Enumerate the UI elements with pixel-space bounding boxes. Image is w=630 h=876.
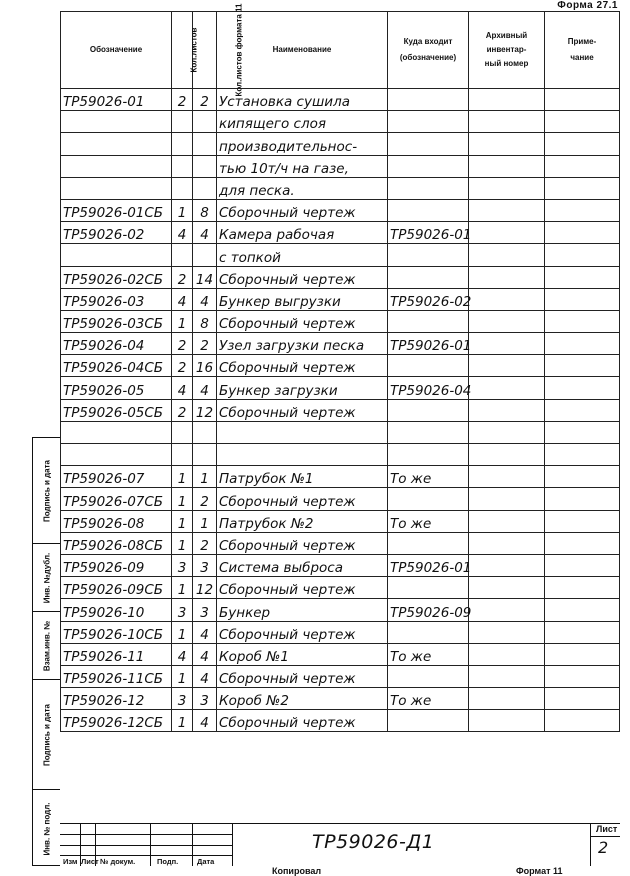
cell-archive — [469, 444, 545, 466]
cell-archive — [469, 643, 545, 665]
cell-sheet-count — [172, 133, 193, 155]
table-row — [61, 155, 545, 177]
cell-note — [545, 554, 620, 576]
cell-sheet-format — [193, 244, 217, 266]
cell-sheet-count: 1 — [172, 621, 193, 643]
cell-sheet-format: 16 — [193, 355, 217, 377]
cell-name: Короб №2 — [217, 688, 388, 710]
side-label: Подпись и дата — [42, 459, 51, 522]
cell-note — [545, 466, 620, 488]
cell-note — [545, 111, 620, 133]
cell-designation — [61, 155, 172, 177]
sheet-label: Лист — [596, 824, 618, 834]
cell-sheet-count: 3 — [172, 554, 193, 576]
document-code: ТР59026-Д1 — [312, 831, 435, 853]
cell-sheet-count: 1 — [172, 510, 193, 532]
table-row — [61, 244, 545, 266]
side-cell-replace-inv — [33, 611, 60, 679]
cell-where-used — [388, 111, 469, 133]
table-header-row — [61, 12, 545, 89]
table-row — [61, 288, 545, 310]
cell-where-used — [388, 177, 469, 199]
cell-designation: ТР59026-02 — [61, 222, 172, 244]
cell-sheet-count — [172, 244, 193, 266]
copied-label: Копировал — [272, 866, 322, 876]
side-stamp-column — [32, 437, 60, 866]
cell-designation: ТР59026-02СБ — [61, 266, 172, 288]
cell-designation: ТР59026-01 — [61, 89, 172, 111]
table-row — [61, 599, 545, 621]
cell-where-used — [388, 310, 469, 332]
cell-sheet-format: 2 — [193, 488, 217, 510]
table-row — [61, 554, 545, 576]
table-row — [61, 133, 545, 155]
cell-sheet-format: 4 — [193, 710, 217, 732]
table-row — [61, 444, 545, 466]
tb-col-sign: Подп. — [157, 857, 179, 866]
cell-note — [545, 510, 620, 532]
cell-note — [545, 688, 620, 710]
cell-sheet-format — [193, 421, 217, 443]
cell-sheet-count: 2 — [172, 399, 193, 421]
side-cell-sign-date-bottom — [33, 679, 60, 789]
cell-sheet-count: 4 — [172, 643, 193, 665]
cell-sheet-format: 3 — [193, 599, 217, 621]
cell-name: Сборочный чертеж — [217, 310, 388, 332]
cell-sheet-count: 2 — [172, 355, 193, 377]
table-row — [61, 266, 545, 288]
form-label: Форма 27.1 — [557, 0, 618, 11]
cell-archive — [469, 355, 545, 377]
cell-archive — [469, 421, 545, 443]
cell-designation: ТР59026-03 — [61, 288, 172, 310]
cell-note — [545, 89, 620, 111]
table-row — [61, 577, 545, 599]
cell-name: Патрубок №1 — [217, 466, 388, 488]
cell-note — [545, 399, 620, 421]
cell-note — [545, 643, 620, 665]
tb-col-date: Дата — [197, 857, 215, 866]
cell-archive — [469, 710, 545, 732]
cell-sheet-format: 4 — [193, 665, 217, 687]
cell-archive — [469, 288, 545, 310]
cell-note — [545, 377, 620, 399]
cell-where-used — [388, 155, 469, 177]
cell-note — [545, 155, 620, 177]
cell-archive — [469, 510, 545, 532]
sheet-number: 2 — [598, 838, 609, 857]
cell-note — [545, 444, 620, 466]
cell-designation: ТР59026-04 — [61, 333, 172, 355]
cell-designation: ТР59026-12СБ — [61, 710, 172, 732]
cell-sheet-format: 4 — [193, 222, 217, 244]
table-row — [61, 377, 545, 399]
cell-sheet-count — [172, 421, 193, 443]
cell-note — [545, 288, 620, 310]
cell-archive — [469, 310, 545, 332]
cell-name: Установка сушила — [217, 89, 388, 111]
cell-name: Камера рабочая — [217, 222, 388, 244]
side-label: Инв. №дубл. — [42, 552, 51, 603]
cell-sheet-count: 4 — [172, 377, 193, 399]
cell-designation: ТР59026-05 — [61, 377, 172, 399]
cell-name: Сборочный чертеж — [217, 710, 388, 732]
cell-name: Короб №1 — [217, 643, 388, 665]
table-row — [61, 621, 545, 643]
cell-name — [217, 444, 388, 466]
cell-sheet-format: 3 — [193, 554, 217, 576]
cell-name: Узел загрузки песка — [217, 333, 388, 355]
cell-note — [545, 621, 620, 643]
cell-designation — [61, 444, 172, 466]
cell-sheet-format — [193, 155, 217, 177]
notes-column — [544, 11, 620, 732]
cell-where-used — [388, 399, 469, 421]
cell-where-used — [388, 199, 469, 221]
table-row — [61, 421, 545, 443]
cell-archive — [469, 89, 545, 111]
table-row — [61, 688, 545, 710]
cell-where-used — [388, 244, 469, 266]
cell-where-used: ТР59026-09 — [388, 599, 469, 621]
cell-sheet-count: 2 — [172, 333, 193, 355]
cell-designation: ТР59026-04СБ — [61, 355, 172, 377]
cell-note — [545, 266, 620, 288]
cell-where-used: То же — [388, 688, 469, 710]
cell-sheet-count: 1 — [172, 310, 193, 332]
cell-archive — [469, 133, 545, 155]
cell-sheet-format: 12 — [193, 399, 217, 421]
tb-col-doc: № докум. — [100, 857, 136, 866]
cell-sheet-count: 2 — [172, 89, 193, 111]
header-note: Приме- чание — [545, 12, 620, 89]
cell-sheet-count: 4 — [172, 288, 193, 310]
cell-sheet-format: 3 — [193, 688, 217, 710]
cell-designation — [61, 177, 172, 199]
cell-name: Сборочный чертеж — [217, 266, 388, 288]
table-row — [61, 89, 545, 111]
cell-sheet-count: 1 — [172, 488, 193, 510]
table-row — [61, 488, 545, 510]
cell-designation: ТР59026-03СБ — [61, 310, 172, 332]
header-where-used: Куда входит (обозначение) — [388, 12, 469, 89]
cell-sheet-format: 4 — [193, 288, 217, 310]
tb-col-sheet: Лист — [81, 857, 99, 866]
cell-name: Сборочный чертеж — [217, 199, 388, 221]
tb-col-change: Изм — [63, 857, 78, 866]
cell-name: Сборочный чертеж — [217, 399, 388, 421]
cell-name: для песка. — [217, 177, 388, 199]
cell-archive — [469, 177, 545, 199]
table-row — [61, 643, 545, 665]
cell-where-used: То же — [388, 510, 469, 532]
cell-sheet-count: 3 — [172, 688, 193, 710]
cell-archive — [469, 532, 545, 554]
side-cell-sign-date-top — [33, 438, 60, 543]
cell-sheet-count: 4 — [172, 222, 193, 244]
cell-where-used — [388, 266, 469, 288]
cell-name: Система выброса — [217, 554, 388, 576]
table-row — [61, 199, 545, 221]
cell-designation — [61, 133, 172, 155]
cell-name: Сборочный чертеж — [217, 532, 388, 554]
cell-archive — [469, 466, 545, 488]
cell-sheet-format: 2 — [193, 333, 217, 355]
cell-archive — [469, 688, 545, 710]
table-row — [61, 333, 545, 355]
cell-note — [545, 244, 620, 266]
cell-name — [217, 421, 388, 443]
cell-designation: ТР59026-11 — [61, 643, 172, 665]
side-label: Взам.инв. № — [42, 620, 51, 671]
cell-name: Бункер — [217, 599, 388, 621]
cell-where-used — [388, 355, 469, 377]
cell-name: Сборочный чертеж — [217, 355, 388, 377]
cell-sheet-count: 1 — [172, 710, 193, 732]
cell-sheet-format: 4 — [193, 643, 217, 665]
cell-sheet-count: 1 — [172, 665, 193, 687]
cell-sheet-count — [172, 111, 193, 133]
cell-sheet-count: 2 — [172, 266, 193, 288]
table-row — [61, 177, 545, 199]
cell-designation — [61, 421, 172, 443]
cell-where-used: ТР59026-01 — [388, 222, 469, 244]
cell-archive — [469, 399, 545, 421]
cell-designation: ТР59026-10СБ — [61, 621, 172, 643]
cell-where-used — [388, 665, 469, 687]
cell-name: Бункер выгрузки — [217, 288, 388, 310]
header-name: Наименование — [217, 12, 388, 89]
cell-designation: ТР59026-09 — [61, 554, 172, 576]
cell-name: Сборочный чертеж — [217, 665, 388, 687]
cell-archive — [469, 111, 545, 133]
cell-designation: ТР59026-05СБ — [61, 399, 172, 421]
table-row — [61, 532, 545, 554]
cell-sheet-format: 8 — [193, 199, 217, 221]
cell-sheet-format — [193, 444, 217, 466]
cell-name: тью 10т/ч на газе, — [217, 155, 388, 177]
cell-archive — [469, 266, 545, 288]
cell-sheet-format: 1 — [193, 466, 217, 488]
table-row — [61, 222, 545, 244]
side-cell-inv-orig — [33, 789, 60, 867]
cell-archive — [469, 554, 545, 576]
cell-archive — [469, 665, 545, 687]
cell-sheet-count: 3 — [172, 599, 193, 621]
table-row — [61, 466, 545, 488]
cell-sheet-format: 2 — [193, 89, 217, 111]
header-archive-number: Архивный инвентар- ный номер — [469, 12, 545, 89]
cell-archive — [469, 333, 545, 355]
cell-archive — [469, 488, 545, 510]
cell-designation: ТР59026-12 — [61, 688, 172, 710]
cell-where-used — [388, 89, 469, 111]
cell-sheet-format: 4 — [193, 621, 217, 643]
table-row — [61, 310, 545, 332]
cell-where-used: ТР59026-04 — [388, 377, 469, 399]
cell-sheet-format: 2 — [193, 532, 217, 554]
cell-where-used — [388, 532, 469, 554]
cell-name: Сборочный чертеж — [217, 621, 388, 643]
cell-where-used: То же — [388, 466, 469, 488]
cell-note — [545, 310, 620, 332]
cell-sheet-count — [172, 155, 193, 177]
table-row — [61, 355, 545, 377]
cell-where-used: То же — [388, 643, 469, 665]
cell-name: Сборочный чертеж — [217, 488, 388, 510]
cell-designation: ТР59026-07 — [61, 466, 172, 488]
cell-archive — [469, 244, 545, 266]
cell-sheet-format — [193, 133, 217, 155]
cell-sheet-format: 8 — [193, 310, 217, 332]
cell-sheet-format — [193, 111, 217, 133]
cell-sheet-count: 1 — [172, 577, 193, 599]
cell-note — [545, 599, 620, 621]
cell-archive — [469, 377, 545, 399]
cell-sheet-count: 1 — [172, 466, 193, 488]
cell-designation: ТР59026-08СБ — [61, 532, 172, 554]
cell-designation: ТР59026-01СБ — [61, 199, 172, 221]
cell-designation: ТР59026-09СБ — [61, 577, 172, 599]
cell-note — [545, 333, 620, 355]
table-row — [61, 510, 545, 532]
cell-name: Бункер загрузки — [217, 377, 388, 399]
cell-archive — [469, 155, 545, 177]
cell-sheet-count: 1 — [172, 199, 193, 221]
cell-designation — [61, 244, 172, 266]
cell-where-used: ТР59026-02 — [388, 288, 469, 310]
cell-archive — [469, 199, 545, 221]
cell-name: кипящего слоя — [217, 111, 388, 133]
cell-where-used: ТР59026-01 — [388, 554, 469, 576]
cell-archive — [469, 599, 545, 621]
specification-table — [60, 3, 545, 732]
cell-sheet-count — [172, 444, 193, 466]
cell-archive — [469, 621, 545, 643]
cell-note — [545, 488, 620, 510]
cell-note — [545, 665, 620, 687]
cell-note — [545, 177, 620, 199]
cell-name: Сборочный чертеж — [217, 577, 388, 599]
header-designation: Обозначение — [61, 12, 172, 89]
side-label: Подпись и дата — [42, 703, 51, 766]
cell-note — [545, 355, 620, 377]
cell-designation: ТР59026-08 — [61, 510, 172, 532]
cell-designation — [61, 111, 172, 133]
cell-note — [545, 133, 620, 155]
cell-name: с топкой — [217, 244, 388, 266]
side-cell-inv-dup — [33, 543, 60, 611]
cell-sheet-format: 4 — [193, 377, 217, 399]
cell-sheet-count: 1 — [172, 532, 193, 554]
cell-where-used: ТР59026-01 — [388, 333, 469, 355]
cell-note — [545, 222, 620, 244]
cell-sheet-count — [172, 177, 193, 199]
cell-name: Патрубок №2 — [217, 510, 388, 532]
cell-note — [545, 421, 620, 443]
header-sheets-format: Кол.листов формата 11 — [193, 12, 217, 89]
cell-archive — [469, 222, 545, 244]
table-row — [61, 399, 545, 421]
format-label: Формат 11 — [516, 866, 563, 876]
cell-where-used — [388, 444, 469, 466]
cell-designation: ТР59026-10 — [61, 599, 172, 621]
cell-note — [545, 710, 620, 732]
header-sheets-count: Кол.листов — [172, 12, 193, 89]
cell-where-used — [388, 421, 469, 443]
cell-where-used — [388, 710, 469, 732]
side-label: Инв. № подл. — [42, 801, 51, 856]
cell-where-used — [388, 577, 469, 599]
cell-note — [545, 577, 620, 599]
cell-name: производительнос- — [217, 133, 388, 155]
cell-designation: ТР59026-07СБ — [61, 488, 172, 510]
cell-where-used — [388, 488, 469, 510]
cell-sheet-format — [193, 177, 217, 199]
cell-archive — [469, 577, 545, 599]
cell-note — [545, 199, 620, 221]
cell-note — [545, 532, 620, 554]
table-row — [61, 710, 545, 732]
table-row — [61, 665, 545, 687]
table-row — [61, 111, 545, 133]
cell-sheet-format: 12 — [193, 577, 217, 599]
cell-where-used — [388, 133, 469, 155]
cell-designation: ТР59026-11СБ — [61, 665, 172, 687]
cell-where-used — [388, 621, 469, 643]
cell-sheet-format: 1 — [193, 510, 217, 532]
cell-sheet-format: 14 — [193, 266, 217, 288]
